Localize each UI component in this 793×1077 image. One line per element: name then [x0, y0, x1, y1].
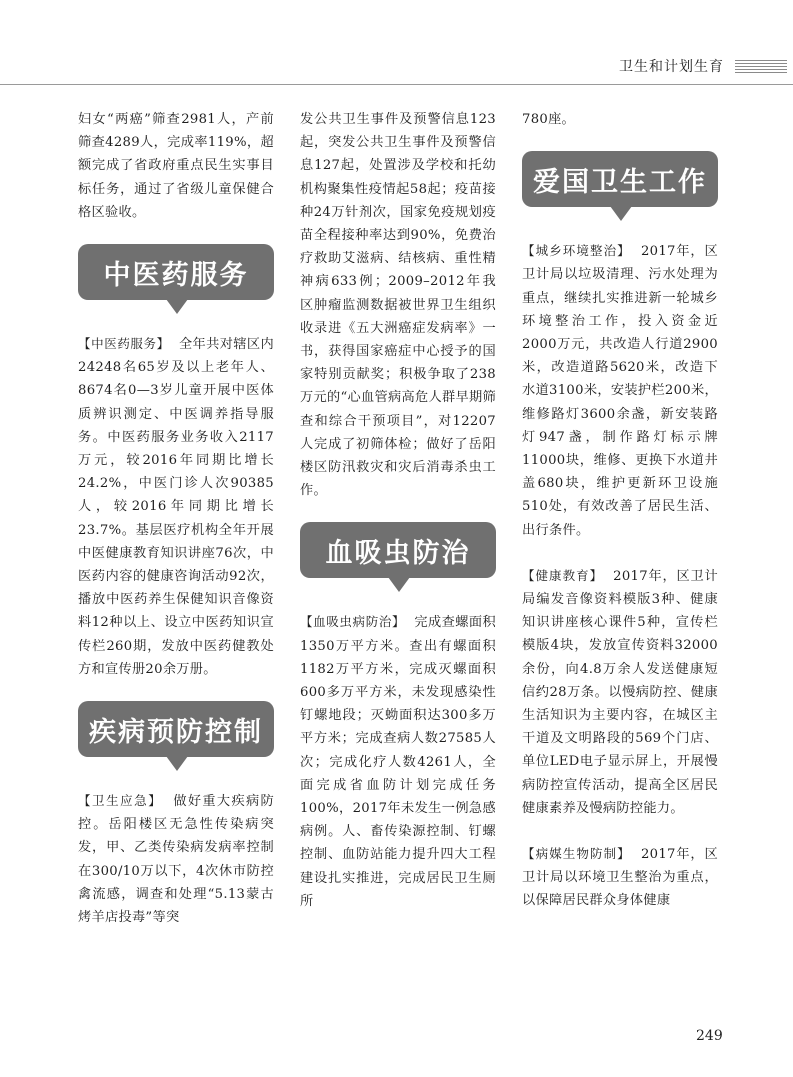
entry-tag: 【病媒生物防制】: [522, 846, 631, 862]
entry-tag: 【中医药服务】: [78, 336, 170, 352]
heading-bubble: 疾病预防控制: [78, 701, 274, 757]
paragraph-schistosomiasis-control: [300, 610, 496, 913]
entry-text: 做好重大疾病防控。岳阳楼区无急性传染病突发，甲、乙类传染病发病率控制在300/10万以下，4次休市防控禽流感，调查和处理“5.13蒙古烤羊店投毒”等突: [78, 794, 274, 926]
paragraph-continued: 发公共卫生事件及预警信息123起，突发公共卫生事件及预警信息127起，处置涉及学校和托幼机构聚集性疫情起58起；疫苗接种24万针剂次，国家免疫规划疫苗全程接种率达到90%，免费治疗救助艾滋病、结核病、重性精神病633例；2009–2012年我区肿瘤监测数据被世界卫生组织收录进《五大洲癌症发病率》一书，获得国家癌症中心授予的国家特别贡献奖；积极争取了238万元的“心血管病高危人群早期筛查和综合干预项目”，对12207人完成了初筛体检；做好了岳阳楼区防汛救灾和灾后消毒杀虫工作。: [300, 112, 496, 499]
bubble-tail: [166, 756, 188, 771]
page-number: 249: [696, 1028, 723, 1044]
column-3: [522, 108, 718, 913]
entry-tag: 【健康教育】: [522, 567, 604, 583]
entry-tag: 【血吸虫病防治】: [300, 614, 406, 630]
paragraph-vector-control: [522, 842, 718, 913]
heading-bubble: 中医药服务: [78, 244, 274, 300]
running-header: [0, 46, 793, 86]
paragraph-urban-rural-environment: [522, 239, 718, 542]
entry-tag: 【城乡环境整治】: [522, 243, 631, 259]
bubble-tail: [388, 577, 410, 592]
paragraph-health-education: [522, 564, 718, 820]
bubble-tail: [610, 206, 632, 221]
paragraph-continued: 妇女“两癌”筛查2981人，产前筛查4289人，完成率119%，超额完成了省政府重点民生实事目标任务，通过了省级儿童保健合格区验收。: [78, 112, 274, 220]
paragraph-continued: 780座。: [522, 112, 576, 127]
entry-text: 全年共对辖区内24248名65岁及以上老年人、8674名0—3岁儿童开展中医体质辨识测定、中医调养指导服务。中医药服务业务收入2117万元，较2016年同期比增长24.2%，中医门诊人次90385人，较2016年同期比增长23.7%。基层医疗机构全年开展中医健康教育知识讲座76次，中医药内容的健康咨询活动92次，播放中医药养生保健知识音像资料12种以上、设立中医药知识宣传栏260期，发放中医药健教处方和宣传册20余万册。: [78, 337, 274, 677]
entry-text: 完成查螺面积1350万平方米。查出有螺面积1182万平方米，完成灭螺面积600多万平方米，未发现感染性钉螺地段；灭蚴面积达300多万平方米；完成查病人数27585人次；完成化疗人数4261人，全面完成省血防计划完成任务100%，2017年未发生一例急感病例。人、畜传染源控制、钉螺控制、血防站能力提升四大工程建设扎实推进，完成居民卫生厕所: [300, 615, 496, 909]
section-name: 卫生和计划生育: [619, 59, 724, 75]
bubble-tail: [166, 299, 188, 314]
section-heading-tcm: [78, 244, 274, 316]
column-1: [78, 108, 274, 929]
entry-text: 2017年，区卫计局以垃圾清理、污水处理为重点，继续扎实推进新一轮城乡环境整治工作，投入资金近2000万元，共改造人行道2900米，改造道路5620米，改造下水道3100米，安装护栏200米，维修路灯3600余盏，新安装路灯947盏，制作路灯标示牌11000块，维修、更换下水道井盖680块，维护更新环卫设施510处，有效改善了居民生活、出行条件。: [522, 244, 718, 538]
section-heading-disease-control: [78, 701, 274, 773]
entry-text: 2017年，区卫计局编发音像资料模版3种、健康知识讲座核心课件5种，宣传栏模版4块，发放宣传资料32000余份，向4.8万余人发送健康短信约28万条。以慢病防控、健康生活知识为主要内容，在城区主干道及文明路段的569个门店、单位LED电子显示屏上，开展慢病防控宣传活动，提高全区居民健康素养及慢病防控能力。: [522, 568, 718, 816]
column-2: [300, 108, 496, 913]
header-stripes-decoration: [735, 60, 787, 74]
section-heading-patriotic-health: [522, 151, 718, 223]
paragraph-health-emergency: [78, 789, 274, 929]
entry-tag: 【卫生应急】: [78, 793, 163, 809]
paragraph-tcm-service: [78, 332, 274, 681]
header-rule: [0, 84, 793, 85]
heading-bubble: 血吸虫防治: [300, 522, 496, 578]
section-heading-schistosomiasis: [300, 522, 496, 594]
heading-bubble: 爱国卫生工作: [522, 151, 718, 207]
entry-text: 2017年，区卫计局以环境卫生整治为重点，以保障居民群众身体健康: [522, 847, 718, 909]
